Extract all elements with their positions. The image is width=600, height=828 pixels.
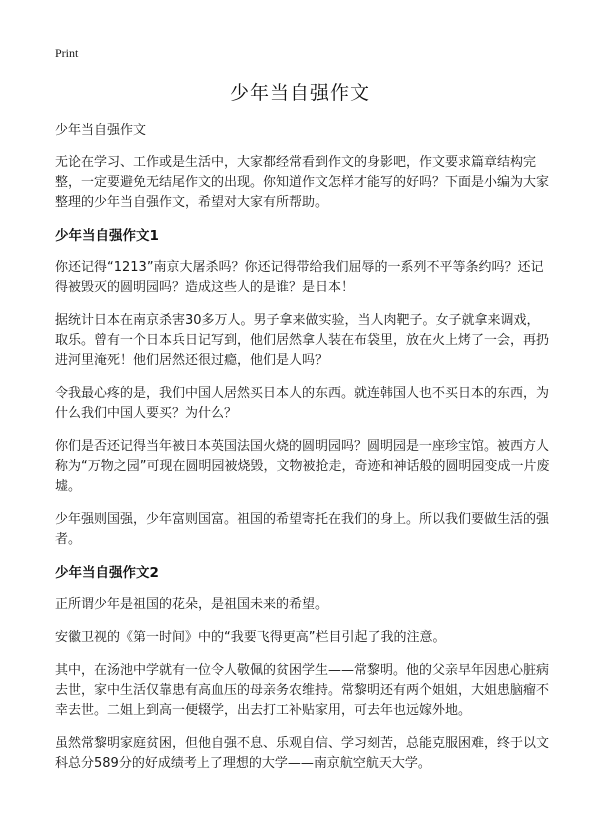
section-1-paragraph: 据统计日本在南京杀害30多万人。男子拿来做实验，当人肉靶子。女子就拿来调戏，取乐。曾有一个日本兵日记写到，他们居然拿人装在布袋里，放在火上烤了一会，再扔进河里淹死！他们居然还很过瘾，他们是人吗？	[55, 313, 550, 368]
article-body	[55, 121, 550, 787]
section-1-paragraph: 少年强则国强，少年富则国富。祖国的希望寄托在我们的身上。所以我们要做生活的强者。	[55, 512, 550, 547]
article-subtitle: 少年当自强作文	[55, 123, 147, 138]
section-2-paragraph: 其中，在汤池中学就有一位令人敬佩的贫困学生——常黎明。他的父亲早年因患心脏病去世，家中生活仅靠患有高血压的母亲务农维持。常黎明还有两个姐姐，大姐患脑瘤不幸去世。二姐上到高一便辍学，出去打工补贴家用，可去年也远嫁外地。	[55, 663, 550, 718]
section-2-paragraph: 虽然常黎明家庭贫困，但他自强不息、乐观自信、学习刻苦，总能克服困难，终于以文科总分589分的好成绩考上了理想的大学——南京航空航天大学。	[55, 736, 550, 771]
section-heading-2: 少年当自强作文2	[55, 565, 159, 581]
section-1-paragraph: 你还记得“1213”南京大屠杀吗？你还记得带给我们屈辱的一系列不平等条约吗？还记得被毁灭的圆明园吗？造成这些人的是谁？是日本！	[55, 260, 544, 295]
section-heading-1: 少年当自强作文1	[55, 228, 159, 244]
intro-paragraph: 无论在学习、工作或是生活中，大家都经常看到作文的身影吧，作文要求篇章结构完整，一定要避免无结尾作文的出现。你知道作文怎样才能写的好吗？下面是小编为大家整理的少年当自强作文，希望对大家有所帮助。	[55, 155, 550, 210]
print-link[interactable]: Print	[55, 46, 79, 60]
section-2-paragraph: 安徽卫视的《第一时间》中的“我要飞得更高”栏目引起了我的注意。	[55, 630, 446, 645]
section-2-paragraph: 正所谓少年是祖国的花朵，是祖国未来的希望。	[55, 597, 329, 612]
page-title: 少年当自强作文	[229, 82, 370, 104]
section-1-paragraph: 令我最心疼的是，我们中国人居然买日本人的东西。就连韩国人也不买日本的东西，为什么我们中国人要买？为什么？	[55, 386, 550, 421]
section-1-paragraph: 你们是否还记得当年被日本英国法国火烧的圆明园吗？圆明园是一座珍宝馆。被西方人称为“万物之园”可现在圆明园被烧毁，文物被抢走，奇迹和神话般的圆明园变成一片废墟。	[55, 439, 550, 494]
